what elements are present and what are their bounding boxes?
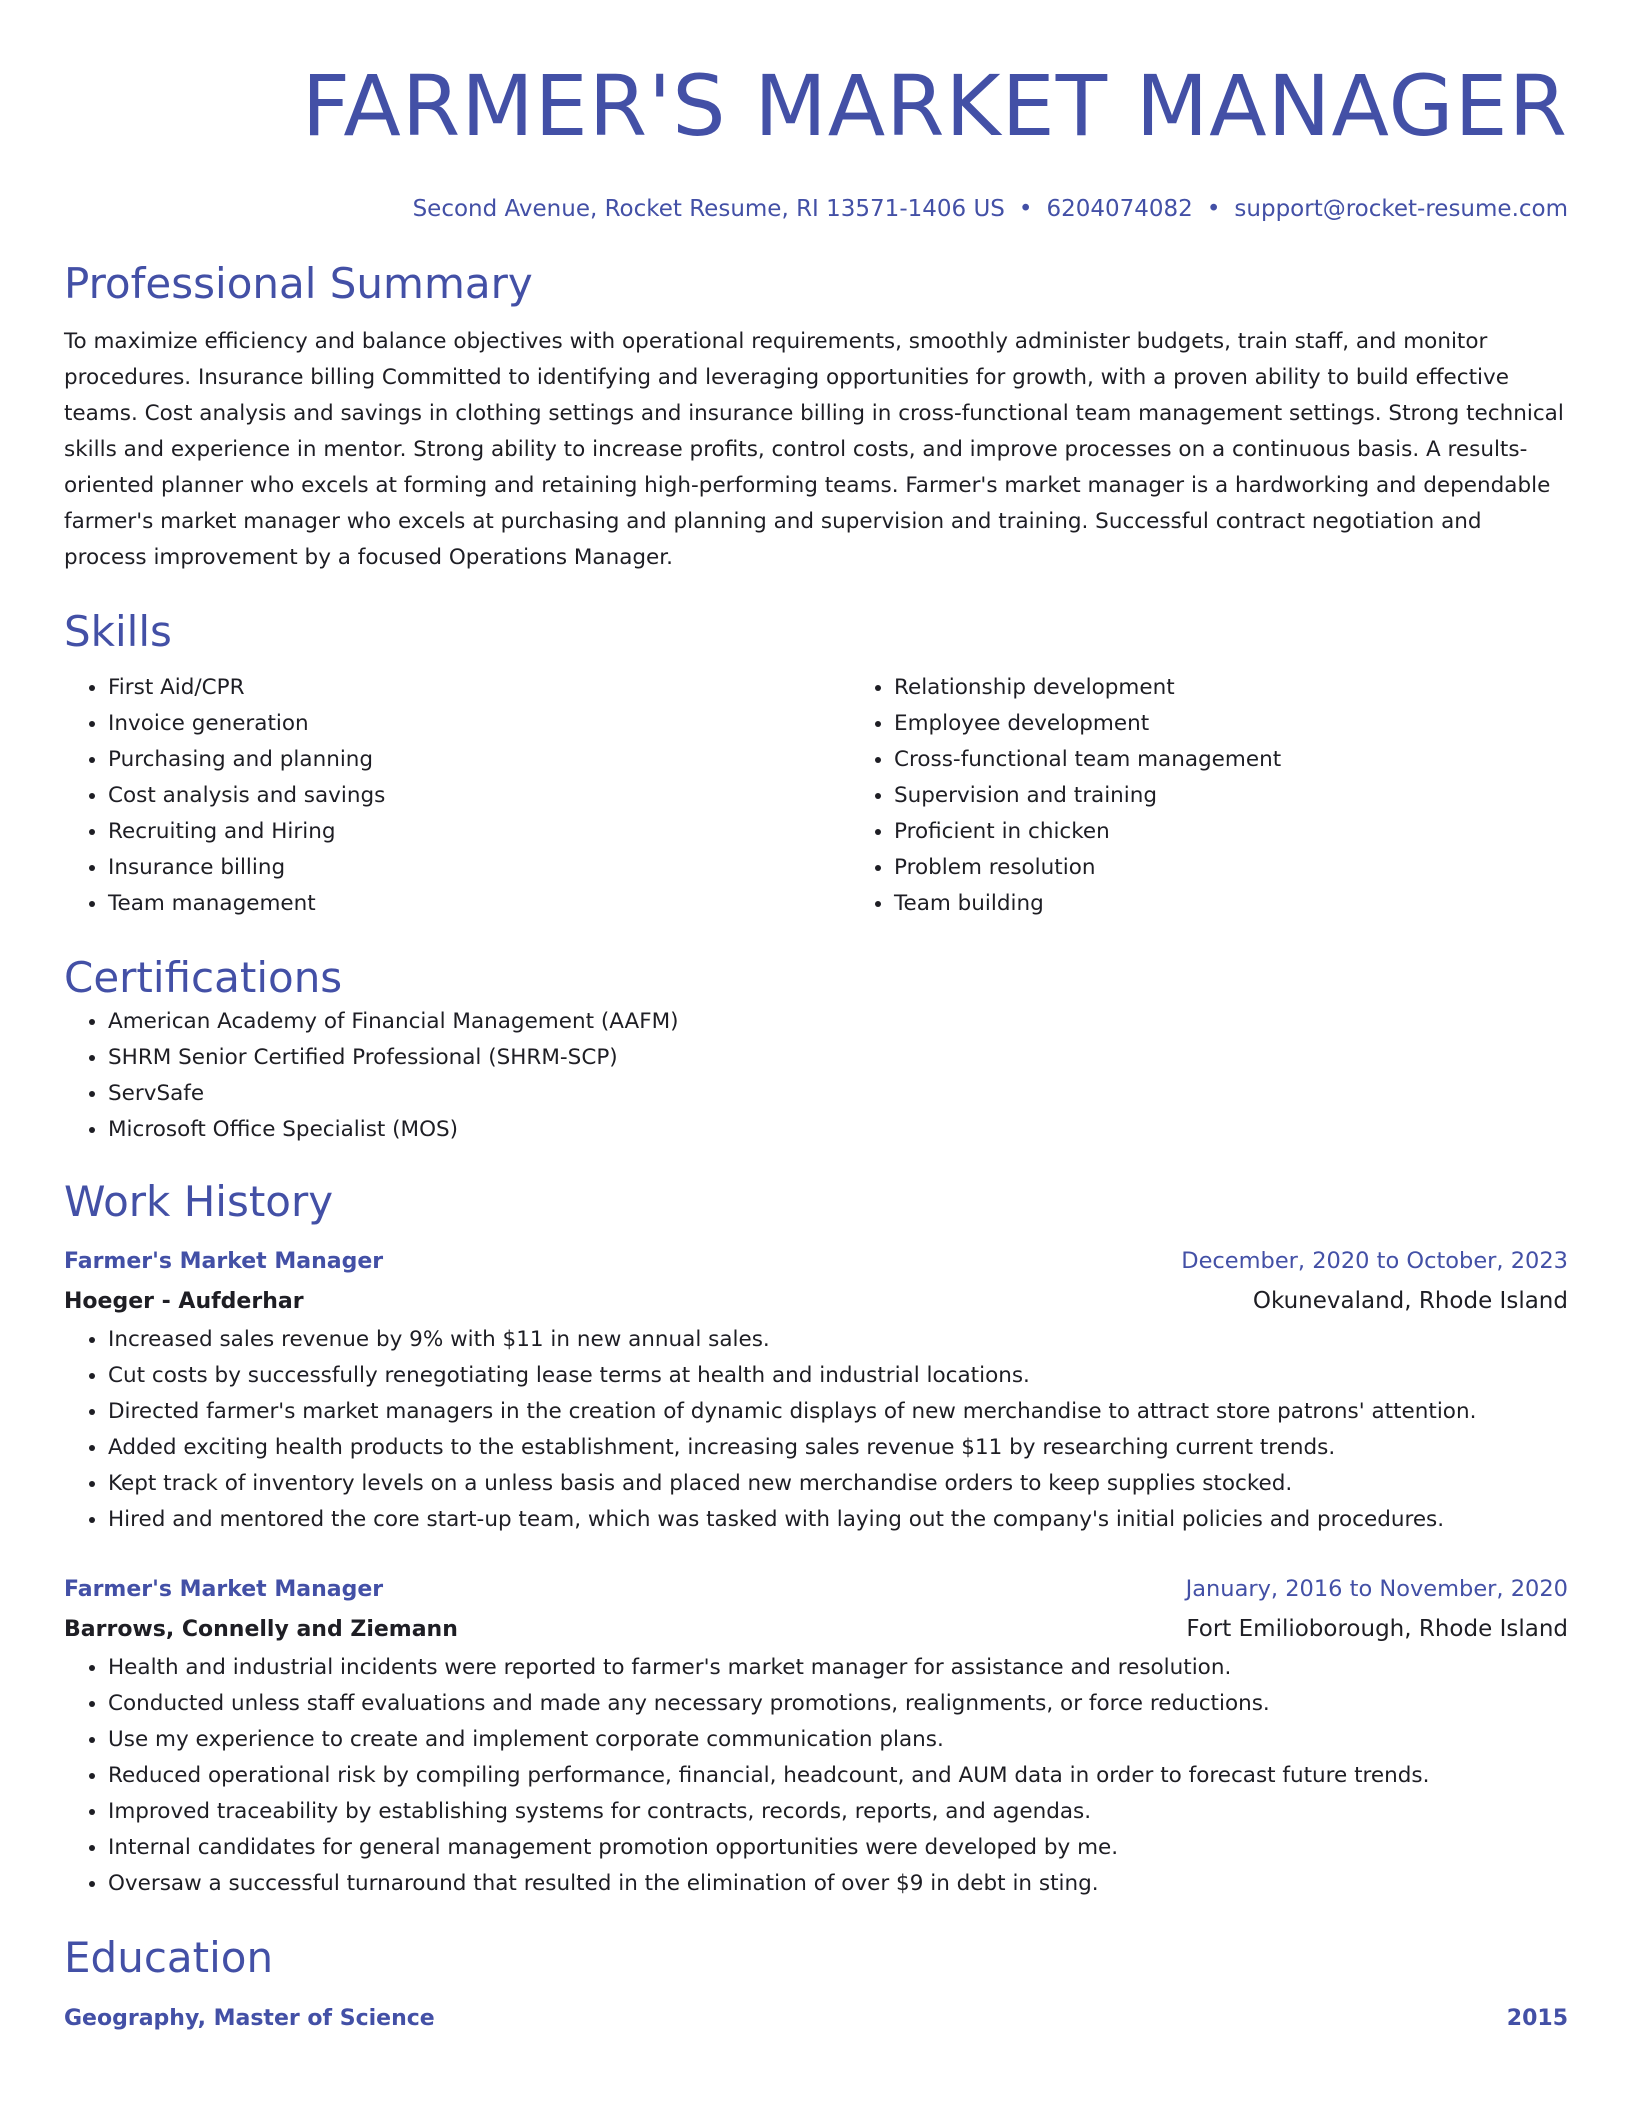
skills-columns bbox=[64, 670, 1568, 922]
candidate-name: FARMER'S MARKET MANAGER bbox=[301, 57, 1568, 155]
skill-item: • Cross-functional team management bbox=[894, 742, 1632, 778]
job-subheader bbox=[64, 1281, 1568, 1322]
skill-item: • Team management bbox=[108, 886, 850, 922]
contact-address: Second Avenue, Rocket Resume, RI 13571-1406 US bbox=[412, 196, 1005, 222]
job-header bbox=[64, 1242, 1568, 1281]
job-bullet: • Directed farmer's market managers in the creation of dynamic displays of new merchandise to attract store patrons' attention. bbox=[108, 1394, 1568, 1430]
skills-left-list bbox=[64, 670, 850, 922]
skill-item: • Problem resolution bbox=[894, 850, 1632, 886]
job-bullet: • Health and industrial incidents were reported to farmer's market manager for assistance and resolution. bbox=[108, 1650, 1568, 1686]
job-title: Farmer's Market Manager bbox=[64, 1577, 384, 1602]
skill-item: • Purchasing and planning bbox=[108, 742, 850, 778]
job-bullet: • Conducted unless staff evaluations and made any necessary promotions, realignments, or force reductions. bbox=[108, 1686, 1568, 1722]
summary-text: To maximize efficiency and balance objectives with operational requirements, smoothly administer budgets, train staff, and monitor procedures. Insurance billing Committed to identifying and leveraging opportunities for growth, with a proven ability to build effective teams. Cost analysis and savings in clothing settings and insurance billing in cross-functional team management settings. Strong technical skills and experience in mentor. Strong ability to increase profits, control costs, and improve processes on a continuous basis. A results-oriented planner who excels at forming and retaining high-performing teams. Farmer's market manager is a hardworking and dependable farmer's market manager who excels at purchasing and planning and supervision and training. Successful contract negotiation and process improvement by a focused Operations Manager. bbox=[64, 329, 1564, 570]
certifications-section bbox=[64, 952, 1568, 1148]
job-bullet: • Hired and mentored the core start-up team, which was tasked with laying out the company's initial policies and procedures. bbox=[108, 1502, 1568, 1538]
summary-section bbox=[64, 258, 1568, 576]
certification-item: • American Academy of Financial Management (AAFM) bbox=[108, 1004, 1568, 1040]
skill-item: • Recruiting and Hiring bbox=[108, 814, 850, 850]
job-entry bbox=[64, 1570, 1568, 1902]
education-year: 2015 bbox=[1506, 2006, 1568, 2031]
skills-right-list bbox=[850, 670, 1632, 922]
job-bullet: • Kept track of inventory levels on a unless basis and placed new merchandise orders to keep supplies stocked. bbox=[108, 1466, 1568, 1502]
job-bullet: • Cut costs by successfully renegotiating lease terms at health and industrial locations. bbox=[108, 1358, 1568, 1394]
job-title: Farmer's Market Manager bbox=[64, 1249, 384, 1274]
job-dates: December, 2020 to October, 2023 bbox=[1181, 1248, 1568, 1274]
certifications-list bbox=[64, 1004, 1568, 1148]
work-history-title: Work History bbox=[64, 1177, 334, 1226]
job-entry bbox=[64, 1242, 1568, 1538]
education-entry bbox=[64, 2000, 1568, 2038]
job-company: Hoeger - Aufderhar bbox=[64, 1289, 304, 1314]
contact-separator: • bbox=[1206, 196, 1221, 222]
skills-section bbox=[64, 606, 1568, 922]
skill-item: • Relationship development bbox=[894, 670, 1632, 706]
education-title: Education bbox=[64, 1933, 274, 1982]
job-bullet: • Reduced operational risk by compiling performance, financial, headcount, and AUM data in order to forecast future trends. bbox=[108, 1758, 1568, 1794]
skill-item: • First Aid/CPR bbox=[108, 670, 850, 706]
contact-phone[interactable]: 6204074082 bbox=[1046, 196, 1193, 222]
skill-item: • Cost analysis and savings bbox=[108, 778, 850, 814]
summary-title: Professional Summary bbox=[64, 259, 533, 308]
contact-email[interactable]: support@rocket-resume.com bbox=[1234, 196, 1568, 222]
job-bullet: • Added exciting health products to the establishment, increasing sales revenue $11 by researching current trends. bbox=[108, 1430, 1568, 1466]
skill-item: • Proficient in chicken bbox=[894, 814, 1632, 850]
certification-item: • ServSafe bbox=[108, 1076, 1568, 1112]
certifications-title: Certifications bbox=[64, 953, 343, 1002]
job-bullet: • Increased sales revenue by 9% with $11 in new annual sales. bbox=[108, 1322, 1568, 1358]
skill-item: • Team building bbox=[894, 886, 1632, 922]
education-section bbox=[64, 1932, 1568, 2038]
job-company: Barrows, Connelly and Ziemann bbox=[64, 1617, 458, 1642]
skills-title: Skills bbox=[64, 607, 172, 656]
contact-separator: • bbox=[1018, 196, 1033, 222]
work-history-section bbox=[64, 1176, 1568, 1902]
skill-item: • Employee development bbox=[894, 706, 1632, 742]
contact-line bbox=[64, 194, 1568, 224]
job-subheader bbox=[64, 1609, 1568, 1650]
certification-item: • SHRM Senior Certified Professional (SHRM-SCP) bbox=[108, 1040, 1568, 1076]
job-header bbox=[64, 1570, 1568, 1609]
education-degree: Geography, Master of Science bbox=[64, 2006, 435, 2031]
certification-item: • Microsoft Office Specialist (MOS) bbox=[108, 1112, 1568, 1148]
job-bullet: • Oversaw a successful turnaround that resulted in the elimination of over $9 in debt in sting. bbox=[108, 1866, 1568, 1902]
job-bullets bbox=[64, 1322, 1568, 1538]
job-bullet: • Internal candidates for general management promotion opportunities were developed by me. bbox=[108, 1830, 1568, 1866]
job-location: Okunevaland, Rhode Island bbox=[1252, 1288, 1568, 1314]
job-bullet: • Improved traceability by establishing systems for contracts, records, reports, and agendas. bbox=[108, 1794, 1568, 1830]
job-bullet: • Use my experience to create and implement corporate communication plans. bbox=[108, 1722, 1568, 1758]
job-bullets bbox=[64, 1650, 1568, 1902]
skill-item: • Supervision and training bbox=[894, 778, 1632, 814]
skill-item: • Insurance billing bbox=[108, 850, 850, 886]
job-dates: January, 2016 to November, 2020 bbox=[1185, 1576, 1568, 1602]
job-location: Fort Emilioborough, Rhode Island bbox=[1186, 1616, 1568, 1642]
skill-item: • Invoice generation bbox=[108, 706, 850, 742]
